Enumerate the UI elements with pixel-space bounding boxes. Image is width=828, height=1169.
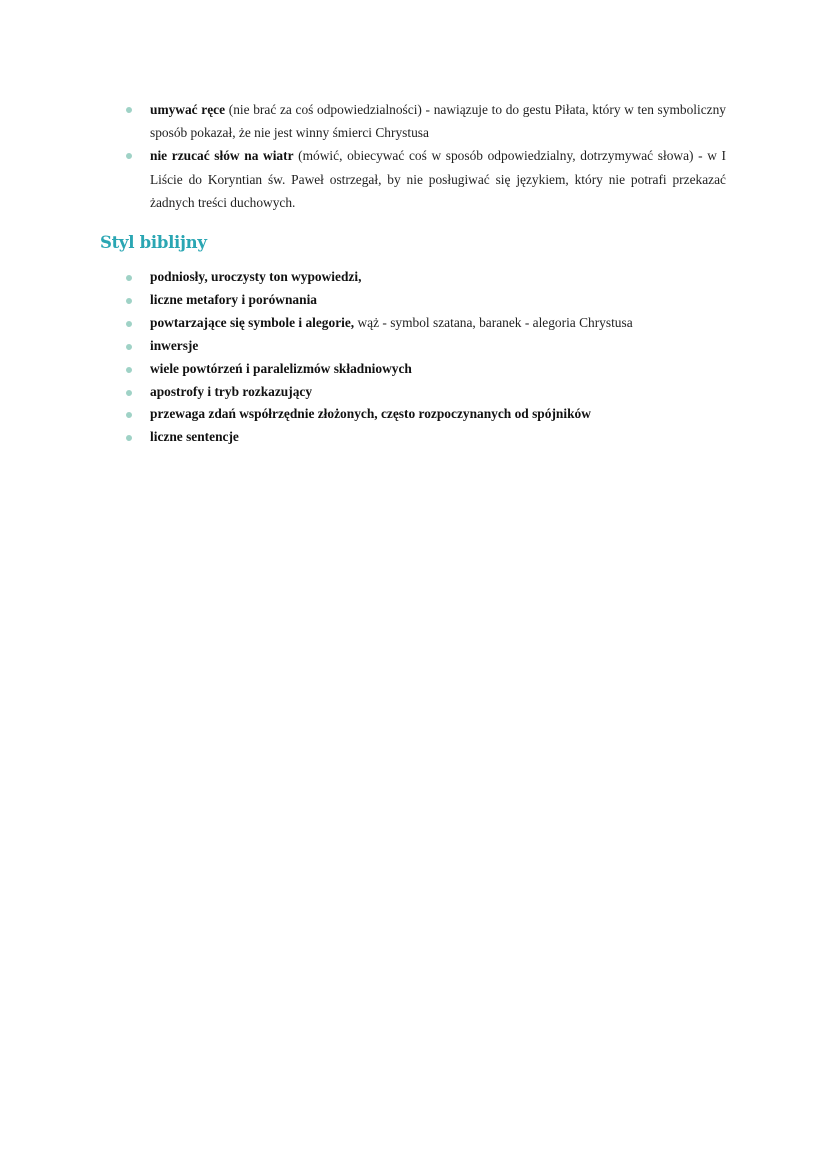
item-description: (nie brać za coś odpowiedzialności) - nawiązuje to do gestu Piłata, który w ten symboliczny sposób pokazał, że nie jest winny śmierci Chrystusa <box>150 102 726 141</box>
idiom-list <box>126 98 726 214</box>
bullet-icon <box>126 390 132 396</box>
bullet-icon <box>126 435 132 441</box>
item-description: (mówić, obiecywać coś w sposób odpowiedzialny, dotrzymywać słowa) - w I Liście do Koryntian św. Paweł ostrzegał, by nie posługiwać się językiem, który nie potrafi przekazać żadnych treści duchowych. <box>150 148 726 210</box>
item-term: nie rzucać słów na wiatr <box>150 148 294 164</box>
bullet-icon <box>126 153 132 159</box>
list-item <box>126 381 746 404</box>
item-term: umywać ręce <box>150 102 226 117</box>
item-term: przewaga zdań współrzędnie złożonych, często rozpoczynanych od spójników <box>150 406 591 422</box>
list-item <box>126 335 746 358</box>
list-item <box>126 289 746 312</box>
item-term: inwersje <box>150 337 199 353</box>
list-item <box>126 358 746 381</box>
item-term: powtarzające się symbole i alegorie, <box>150 314 355 330</box>
bullet-icon <box>126 367 132 373</box>
item-term: wiele powtórzeń i paralelizmów składniowych <box>150 360 412 376</box>
bullet-icon <box>126 321 132 327</box>
item-term: apostrofy i tryb rozkazujący <box>150 383 313 399</box>
bullet-icon <box>126 344 132 350</box>
list-item <box>126 144 726 214</box>
item-description: wąż - symbol szatana, baranek - alegoria Chrystusa <box>354 314 633 330</box>
style-feature-list <box>126 266 746 449</box>
bullet-icon <box>126 412 132 418</box>
item-term: liczne metafory i porównania <box>150 291 317 307</box>
item-term: liczne sentencje <box>150 429 239 445</box>
section-heading: Styl biblijny <box>100 233 207 252</box>
list-item <box>126 266 746 289</box>
bullet-icon <box>126 275 132 281</box>
bullet-icon <box>126 107 132 113</box>
list-item <box>126 426 746 449</box>
list-item <box>126 403 746 426</box>
list-item <box>126 312 746 335</box>
bullet-icon <box>126 298 132 304</box>
item-term: podniosły, uroczysty ton wypowiedzi, <box>150 269 362 284</box>
list-item <box>126 98 726 144</box>
